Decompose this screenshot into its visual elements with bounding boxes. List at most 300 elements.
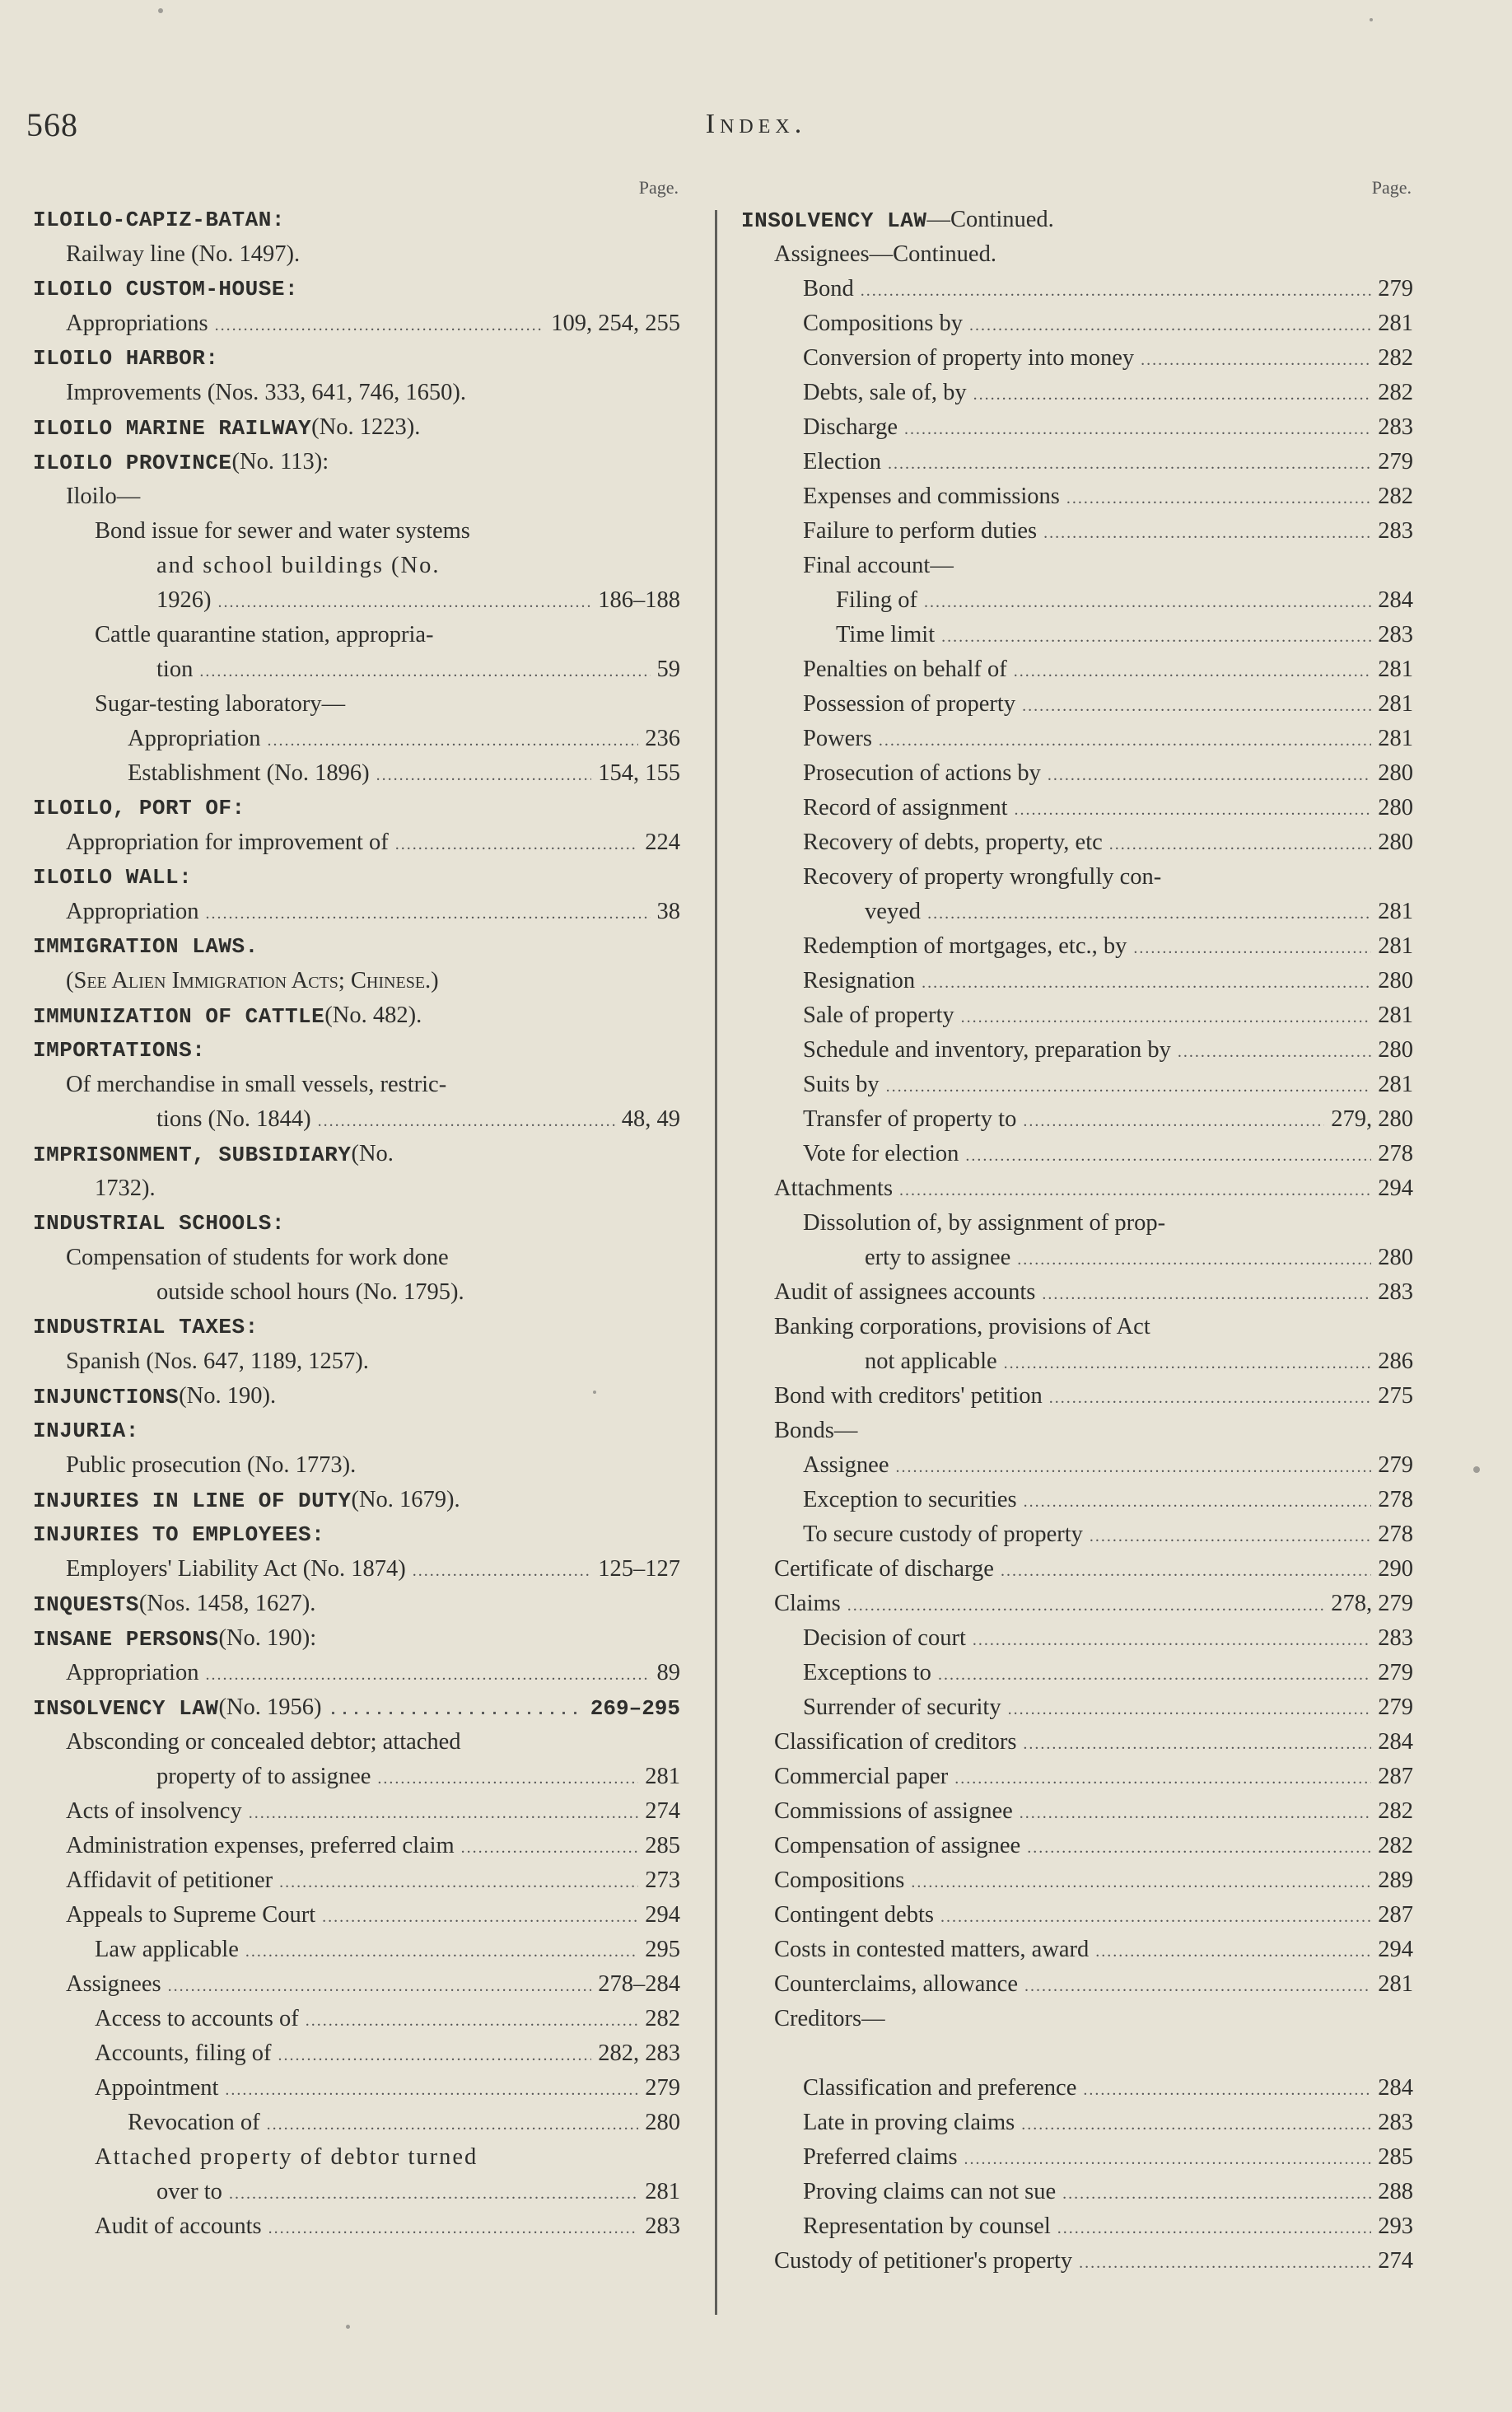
page-reference: 293 <box>1378 2213 1413 2239</box>
index-entry <box>741 964 1416 998</box>
page-reference: 281 <box>1378 311 1413 336</box>
leader-dots <box>1042 1275 1371 1310</box>
entry-text: over to <box>156 2179 222 2204</box>
index-entry <box>741 1933 1416 1967</box>
entry-text: INDUSTRIAL TAXES: <box>33 1315 259 1339</box>
index-heading <box>741 203 1416 237</box>
page-number: 568 <box>26 106 78 143</box>
entry-text: To secure custody of property <box>803 1522 1083 1547</box>
paper-speck <box>158 8 163 13</box>
index-entry <box>33 895 684 929</box>
entry-text: Cattle quarantine station, appropria- <box>95 622 434 647</box>
page-reference: 283 <box>1378 1625 1413 1651</box>
index-entry <box>741 860 1416 895</box>
leader-dots <box>306 2002 639 2036</box>
entry-text: Improvements (Nos. 333, 641, 746, 1650). <box>66 380 467 405</box>
entry-subtext: —Continued. <box>926 207 1054 232</box>
entry-text: veyed <box>865 899 922 924</box>
entry-text: Resignation <box>803 968 916 993</box>
index-entry <box>33 306 684 341</box>
page-reference: 281 <box>1378 657 1413 682</box>
entry-text: (See Alien Immigration Acts; Chinese.) <box>66 968 439 993</box>
index-entry <box>33 1829 684 1863</box>
entry-text: Sugar-testing laboratory— <box>95 691 346 717</box>
index-entry <box>33 722 684 756</box>
leader-dots <box>927 895 1371 929</box>
entry-text: Appropriation <box>66 899 199 924</box>
entry-text: Powers <box>803 726 872 751</box>
index-entry <box>741 272 1416 306</box>
entry-subtext: (No. <box>351 1141 394 1166</box>
index-entry <box>741 687 1416 722</box>
index-entry <box>741 583 1416 618</box>
entry-text: Dissolution of, by assignment of prop- <box>803 1210 1166 1236</box>
page-reference: 278–284 <box>598 1971 680 1997</box>
entry-text: Late in proving claims <box>803 2110 1015 2135</box>
page-reference: 280 <box>1378 968 1413 993</box>
leader-dots <box>1043 514 1371 549</box>
index-entry <box>33 2140 684 2175</box>
index-entry <box>741 1690 1416 1725</box>
leader-dots <box>1024 1483 1372 1517</box>
index-entry <box>33 1967 684 2002</box>
leader-dots <box>904 410 1371 445</box>
index-entry <box>33 2209 684 2244</box>
leader-dots <box>205 1656 650 1690</box>
leader-dots <box>245 1933 638 1967</box>
leader-dots <box>1008 1690 1372 1725</box>
index-entry <box>33 1898 684 1933</box>
leader-dots <box>1022 687 1371 722</box>
entry-text: Assignees <box>66 1971 161 1997</box>
index-entry <box>33 583 684 618</box>
page-reference: 236 <box>645 726 680 751</box>
leader-dots <box>1023 1102 1324 1137</box>
leader-dots <box>1090 1517 1371 1552</box>
entry-text: Establishment (No. 1896) <box>128 760 370 786</box>
index-entry <box>741 618 1416 652</box>
leader-dots <box>1048 756 1371 791</box>
index-heading <box>33 341 684 376</box>
page-column-label: Page. <box>638 177 679 198</box>
page-reference: 294 <box>1378 1937 1413 1962</box>
index-entry <box>741 549 1416 583</box>
leader-dots <box>941 618 1371 652</box>
leader-dots <box>1001 1552 1371 1587</box>
page-reference: 280 <box>1378 1037 1413 1063</box>
leader-dots <box>1014 652 1372 687</box>
page-reference: 280 <box>1378 1245 1413 1270</box>
index-entry <box>741 1102 1416 1137</box>
page-reference: 282, 283 <box>598 2040 680 2066</box>
index-heading <box>33 410 684 445</box>
index-entry <box>33 1863 684 1898</box>
index-entry <box>33 1275 684 1310</box>
entry-text: INSANE PERSONS <box>33 1627 219 1652</box>
entry-text: Penalties on behalf of <box>803 657 1007 682</box>
page-reference: 273 <box>645 1867 680 1893</box>
leader-dots <box>249 1794 639 1829</box>
leader-dots <box>205 895 650 929</box>
entry-text: Compensation of students for work done <box>66 1245 449 1270</box>
entry-text: Appropriations <box>66 311 208 336</box>
index-entry <box>33 1171 684 1206</box>
entry-text: erty to assignee <box>865 1245 1011 1270</box>
leader-dots <box>376 756 592 791</box>
entry-subtext: (No. 1956) <box>218 1694 322 1720</box>
page-reference: 283 <box>1378 2110 1413 2135</box>
index-entry <box>33 618 684 652</box>
index-heading <box>33 1379 684 1414</box>
index-heading <box>33 1206 684 1241</box>
entry-text: Commercial paper <box>774 1764 949 1789</box>
index-entry <box>741 1483 1416 1517</box>
page-reference: 281 <box>645 2179 680 2204</box>
entry-text: IMMUNIZATION OF CATTLE <box>33 1004 325 1029</box>
leader-dots <box>1004 1344 1372 1379</box>
index-entry <box>741 2002 1416 2036</box>
leader-dots <box>1062 2175 1371 2209</box>
entry-text: INJUNCTIONS <box>33 1385 180 1409</box>
entry-list-right <box>741 203 1416 2279</box>
index-entry <box>741 756 1416 791</box>
index-entry <box>741 1068 1416 1102</box>
entry-subtext: (No. 1679). <box>351 1487 460 1512</box>
entry-text: Bond issue for sewer and water systems <box>95 518 470 544</box>
leader-dots <box>267 2106 639 2140</box>
index-heading <box>33 998 684 1033</box>
index-entry <box>33 237 684 272</box>
running-head: Index. <box>705 109 807 139</box>
paper-speck <box>1370 18 1373 21</box>
index-entry <box>741 791 1416 825</box>
index-entry <box>741 1517 1416 1552</box>
index-entry <box>741 1241 1416 1275</box>
leader-dots <box>924 583 1371 618</box>
page-reference: 280 <box>1378 760 1413 786</box>
index-entry <box>33 1344 684 1379</box>
index-entry <box>741 341 1416 376</box>
leader-dots <box>1141 341 1371 376</box>
index-entry <box>33 2071 684 2106</box>
index-entry <box>33 825 684 860</box>
entry-text: Possession of property <box>803 691 1016 717</box>
entry-text: Employers' Liability Act (No. 1874) <box>66 1556 406 1582</box>
index-heading <box>33 1587 684 1621</box>
index-entry <box>741 825 1416 860</box>
leader-dots <box>847 1587 1324 1621</box>
leader-dots <box>969 306 1371 341</box>
index-entry <box>33 964 684 998</box>
page-reference: 282 <box>1378 1798 1413 1824</box>
index-entry <box>741 1310 1416 1344</box>
entry-text: Revocation of <box>128 2110 260 2135</box>
page-reference: 186–188 <box>598 587 680 613</box>
index-entry <box>741 1275 1416 1310</box>
entry-text: Appropriation <box>128 726 261 751</box>
index-entry <box>741 1829 1416 1863</box>
leader-dots <box>168 1967 592 2002</box>
leader-dots <box>1079 2244 1371 2279</box>
page-reference: 279, 280 <box>1331 1106 1413 1132</box>
index-entry <box>741 479 1416 514</box>
entry-text: Certificate of discharge <box>774 1556 994 1582</box>
index-entry <box>741 1137 1416 1171</box>
page-reference: 284 <box>1378 1729 1413 1755</box>
page-reference: 283 <box>1378 1279 1413 1305</box>
index-entry <box>741 376 1416 410</box>
paper-speck <box>593 1391 596 1394</box>
entry-text: Administration expenses, preferred claim <box>66 1833 455 1858</box>
leader-dots <box>1109 825 1371 860</box>
entry-text: Vote for election <box>803 1141 959 1166</box>
leader-dots <box>1083 2071 1371 2106</box>
entry-text: Compositions <box>774 1867 905 1893</box>
page-reference: 281 <box>1378 899 1413 924</box>
leader-dots <box>1021 2106 1371 2140</box>
entry-text: Assignees—Continued. <box>774 241 996 267</box>
entry-text: outside school hours (No. 1795). <box>156 1279 464 1305</box>
page-reference: 294 <box>1378 1176 1413 1201</box>
leader-dots <box>1095 1933 1371 1967</box>
entry-text: Proving claims can not sue <box>803 2179 1057 2204</box>
index-entry <box>741 1033 1416 1068</box>
page-reference: 295 <box>645 1937 680 1962</box>
leader-dots <box>861 272 1371 306</box>
entry-text: Final account— <box>803 553 954 578</box>
index-entry <box>33 1102 684 1137</box>
index-entry <box>741 2175 1416 2209</box>
leader-dots <box>322 1898 638 1933</box>
index-entry <box>33 756 684 791</box>
index-entry <box>741 306 1416 341</box>
entry-text: Attachments <box>774 1176 894 1201</box>
entry-text: Surrender of security <box>803 1694 1001 1720</box>
page-reference: 274 <box>1378 2248 1413 2274</box>
entry-text: Access to accounts of <box>95 2006 299 2031</box>
index-heading <box>33 1483 684 1517</box>
entry-text: INJURIES TO EMPLOYEES: <box>33 1522 325 1547</box>
page-reference: 38 <box>656 899 680 924</box>
entry-text: Compositions by <box>803 311 963 336</box>
index-entry <box>741 1760 1416 1794</box>
page-reference: 275 <box>1378 1383 1413 1409</box>
index-entry <box>33 2036 684 2071</box>
page-reference: 282 <box>1378 380 1413 405</box>
entry-text: Affidavit of petitioner <box>66 1867 273 1893</box>
entry-text: Discharge <box>803 414 898 440</box>
entry-text: ILOILO PROVINCE <box>33 451 232 475</box>
entry-text: Costs in contested matters, award <box>774 1937 1090 1962</box>
page-reference: 282 <box>1378 484 1413 509</box>
entry-text: Sale of property <box>803 1003 954 1028</box>
entry-subtext: (Nos. 1458, 1627). <box>138 1591 316 1616</box>
entry-subtext: (No. 190). <box>179 1383 277 1409</box>
page-reference: 281 <box>1378 933 1413 959</box>
entry-subtext: (No. 482). <box>324 1003 422 1028</box>
page-reference: 59 <box>656 657 680 682</box>
leader-dots <box>888 445 1371 479</box>
leader-dots <box>965 1137 1371 1171</box>
entry-list-left <box>33 203 684 2244</box>
page-reference: 281 <box>1378 1072 1413 1097</box>
page-reference: 285 <box>645 1833 680 1858</box>
index-entry <box>741 1171 1416 1206</box>
entry-text: Appeals to Supreme Court <box>66 1902 316 1928</box>
entry-text: Suits by <box>803 1072 880 1097</box>
leader-dots <box>268 2209 639 2244</box>
index-entry <box>741 1206 1416 1241</box>
index-column-left <box>33 173 684 2244</box>
entry-text: Exceptions to <box>803 1660 931 1685</box>
entry-text: Creditors— <box>774 2006 885 2031</box>
index-entry <box>741 1967 1416 2002</box>
leader-dots <box>395 825 638 860</box>
entry-text: Absconding or concealed debtor; attached <box>66 1729 461 1755</box>
page-reference: 280 <box>645 2110 680 2135</box>
page-reference: 294 <box>645 1902 680 1928</box>
leader-dots <box>1015 791 1372 825</box>
page-reference: 279 <box>1378 449 1413 474</box>
page-reference: 274 <box>645 1798 680 1824</box>
entry-text: Of merchandise in small vessels, restric- <box>66 1072 447 1097</box>
index-entry <box>741 929 1416 964</box>
entry-text: Iloilo— <box>66 484 141 509</box>
index-entry <box>33 1760 684 1794</box>
entry-text: Compensation of assignee <box>774 1833 1021 1858</box>
entry-text: Classification and preference <box>803 2075 1077 2101</box>
leader-dots <box>922 964 1371 998</box>
leader-dots <box>964 2140 1372 2175</box>
page-reference: 283 <box>1378 518 1413 544</box>
entry-text: 1926) <box>156 587 212 613</box>
index-entry <box>33 1933 684 1967</box>
page-reference: 284 <box>1378 2075 1413 2101</box>
index-heading <box>33 445 684 479</box>
leader-dots <box>899 1171 1371 1206</box>
leader-dots <box>229 2175 638 2209</box>
paper-speck <box>1473 1466 1480 1473</box>
entry-text: Commissions of assignee <box>774 1798 1013 1824</box>
entry-text: Counterclaims, allowance <box>774 1971 1018 1997</box>
leader-dots <box>879 722 1371 756</box>
leader-dots <box>1027 1829 1371 1863</box>
leader-dots <box>1017 1241 1371 1275</box>
index-entry <box>741 1725 1416 1760</box>
index-entry <box>741 410 1416 445</box>
entry-text: INDUSTRIAL SCHOOLS: <box>33 1211 285 1236</box>
index-entry <box>741 722 1416 756</box>
entry-text: Conversion of property into money <box>803 345 1135 371</box>
entry-text: ILOILO HARBOR: <box>33 346 219 371</box>
index-heading <box>33 929 684 964</box>
leader-dots <box>329 1691 584 1726</box>
entry-text: Election <box>803 449 881 474</box>
leader-dots <box>413 1552 591 1587</box>
index-entry <box>741 1794 1416 1829</box>
entry-text: Transfer of property to <box>803 1106 1017 1132</box>
entry-text: Expenses and commissions <box>803 484 1060 509</box>
entry-text: Attached property of debtor turned <box>95 2144 478 2170</box>
entry-text: Claims <box>774 1591 841 1616</box>
entry-text: Contingent debts <box>774 1902 934 1928</box>
entry-text: INSOLVENCY LAW <box>33 1696 219 1721</box>
page-reference: 288 <box>1378 2179 1413 2204</box>
index-heading <box>33 1137 684 1171</box>
index-entry <box>741 2140 1416 2175</box>
index-entry <box>741 1863 1416 1898</box>
leader-dots <box>954 1760 1371 1794</box>
entry-text: Bond <box>803 276 854 302</box>
index-entry <box>741 514 1416 549</box>
index-entry <box>741 2244 1416 2279</box>
entry-subtext: (No. 1223). <box>311 414 421 440</box>
entry-text: Preferred claims <box>803 2144 958 2170</box>
entry-text: Exception to securities <box>803 1487 1017 1512</box>
entry-text: ILOILO MARINE RAILWAY <box>33 416 312 441</box>
page-reference: 287 <box>1378 1764 1413 1789</box>
page-reference: 285 <box>1378 2144 1413 2170</box>
leader-dots <box>278 2036 592 2071</box>
leader-dots <box>461 1829 639 1863</box>
index-entry <box>33 549 684 583</box>
index-entry <box>741 1414 1416 1448</box>
entry-text: Classification of creditors <box>774 1729 1017 1755</box>
index-entry <box>741 2036 1416 2071</box>
page-reference: 109, 254, 255 <box>551 311 680 336</box>
page-reference: 283 <box>1378 622 1413 647</box>
leader-dots <box>973 376 1372 410</box>
page-reference: 48, 49 <box>621 1106 680 1132</box>
leader-dots <box>377 1760 638 1794</box>
index-heading <box>33 1690 684 1725</box>
index-heading <box>33 272 684 306</box>
entry-text: Law applicable <box>95 1937 239 1962</box>
index-entry <box>33 2106 684 2140</box>
entry-text: Recovery of property wrongfully con- <box>803 864 1162 890</box>
index-entry <box>33 1241 684 1275</box>
page-reference: 279 <box>645 2075 680 2101</box>
page-reference: 281 <box>1378 726 1413 751</box>
index-entry <box>33 1794 684 1829</box>
leader-dots <box>218 583 592 618</box>
index-entry <box>741 998 1416 1033</box>
page-reference: 282 <box>1378 1833 1413 1858</box>
page-reference: 279 <box>1378 1660 1413 1685</box>
index-entry <box>33 1552 684 1587</box>
entry-text: Acts of insolvency <box>66 1798 242 1824</box>
page-reference: 281 <box>1378 1003 1413 1028</box>
index-entry <box>741 1898 1416 1933</box>
entry-text: Representation by counsel <box>803 2213 1051 2239</box>
entry-text: Record of assignment <box>803 795 1008 820</box>
page-reference: 125–127 <box>598 1556 680 1582</box>
entry-text: 1732). <box>95 1176 156 1201</box>
entry-text: not applicable <box>865 1349 997 1374</box>
index-heading <box>33 1310 684 1344</box>
index-entry <box>33 1725 684 1760</box>
leader-dots <box>961 998 1372 1033</box>
entry-text: Bonds— <box>774 1418 858 1443</box>
index-heading <box>33 1621 684 1656</box>
entry-subtext: (No. 113): <box>231 449 329 474</box>
index-heading <box>33 1033 684 1068</box>
entry-text: ILOILO-CAPIZ-BATAN: <box>33 208 285 232</box>
entry-text: ILOILO, PORT OF: <box>33 796 245 820</box>
index-entry <box>741 237 1416 272</box>
page-reference: 286 <box>1378 1349 1413 1374</box>
index-heading <box>33 203 684 237</box>
